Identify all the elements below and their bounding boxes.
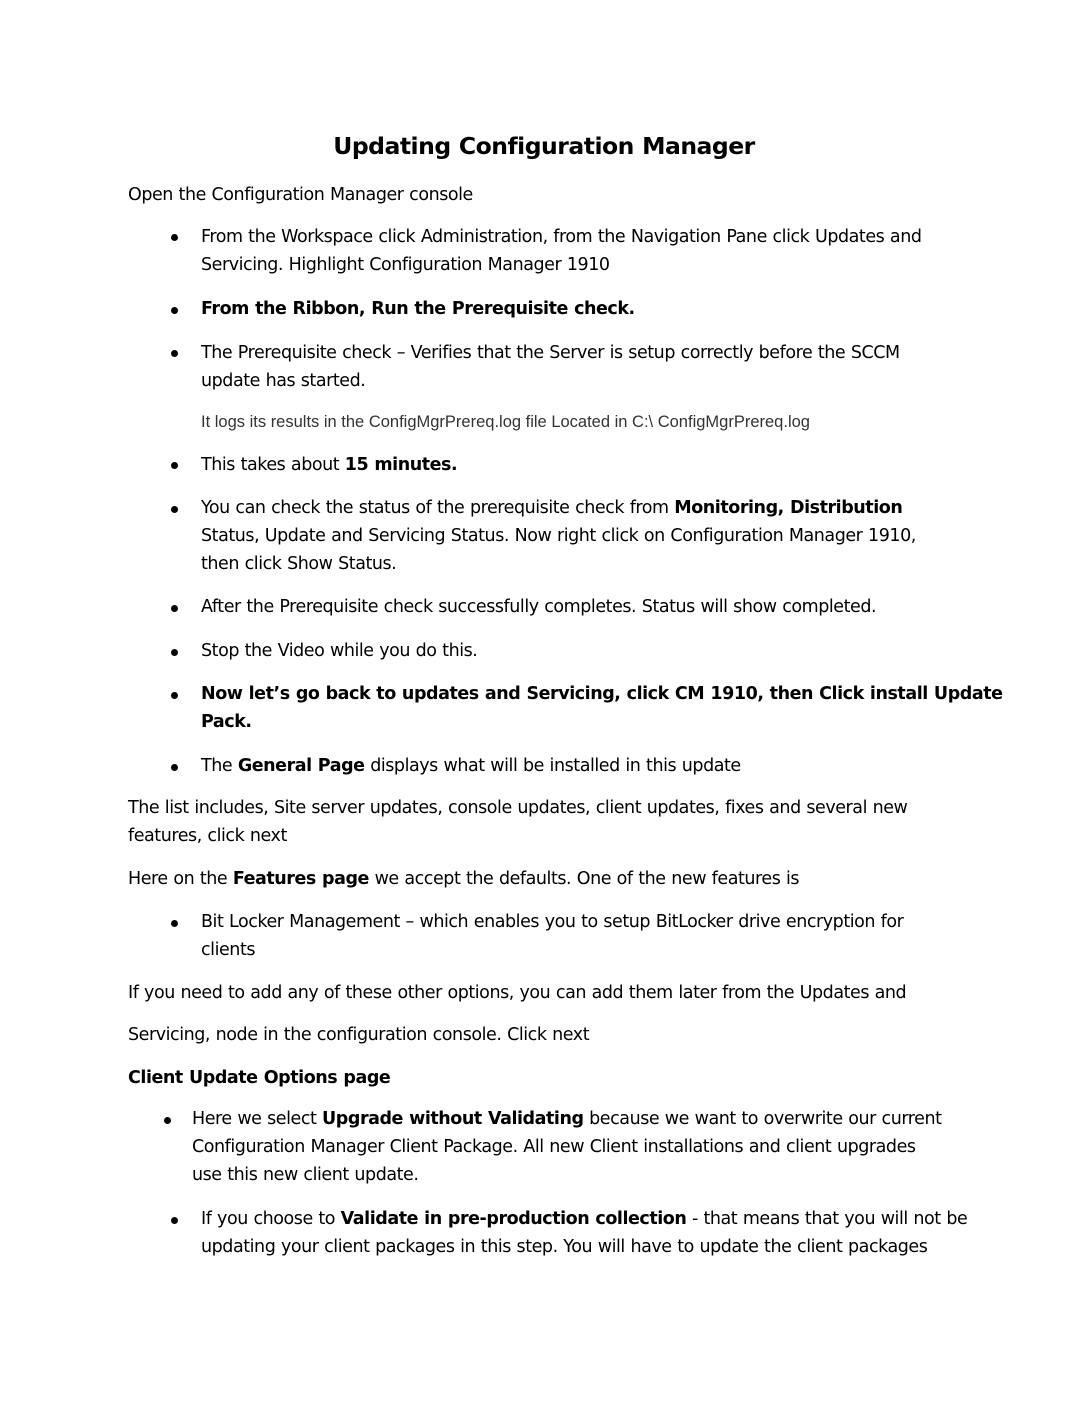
general-bold: General Page xyxy=(237,756,365,776)
bullet-completes: After the Prerequisite check successfully completes. Status will show completed. xyxy=(201,597,877,617)
validate-post: - that means that you will not be xyxy=(686,1209,968,1229)
status-bold: Monitoring, Distribution xyxy=(674,498,903,518)
bullet-dot xyxy=(171,764,178,771)
features-bold: Features page xyxy=(232,869,369,889)
bullet-dot xyxy=(171,350,178,357)
bullet-duration xyxy=(201,451,457,479)
client-update-heading: Client Update Options page xyxy=(128,1068,391,1088)
bullet-status-line1 xyxy=(201,494,902,522)
intro-paragraph: Open the Configuration Manager console xyxy=(128,185,473,205)
features-post: we accept the defaults. One of the new features is xyxy=(368,869,800,889)
bullet-dot xyxy=(164,1117,171,1124)
duration-value: 15 minutes. xyxy=(344,455,458,475)
bullet-dot xyxy=(171,605,178,612)
bullet-dot xyxy=(171,692,178,699)
bullet-bitlocker-line2: clients xyxy=(201,940,256,960)
bullet-dot xyxy=(171,920,178,927)
general-post: displays what will be installed in this update xyxy=(364,756,741,776)
bullet-workspace-line2: Servicing. Highlight Configuration Manager 1910 xyxy=(201,255,610,275)
upgrade-pre: Here we select xyxy=(192,1109,323,1129)
bullet-install-line2: Pack. xyxy=(201,712,252,732)
bullet-status-line3: then click Show Status. xyxy=(201,554,397,574)
bullet-status-line2: Status, Update and Servicing Status. Now right click on Configuration Manager 1910, xyxy=(201,526,916,546)
upgrade-post: because we want to overwrite our current xyxy=(583,1109,942,1129)
bullet-validate-line2: updating your client packages in this step. You will have to update the client packages xyxy=(201,1237,928,1257)
upgrade-bold: Upgrade without Validating xyxy=(322,1109,584,1129)
validate-bold: Validate in pre-production collection xyxy=(340,1209,687,1229)
bullet-general-page xyxy=(201,752,741,780)
options-paragraph-line2: Servicing, node in the configuration console. Click next xyxy=(128,1025,590,1045)
log-note xyxy=(201,408,810,436)
general-pre: The xyxy=(201,756,238,776)
bullet-bitlocker-line1: Bit Locker Management – which enables you to setup BitLocker drive encryption for xyxy=(201,912,904,932)
validate-pre: If you choose to xyxy=(201,1209,341,1229)
bullet-install-line1: Now let’s go back to updates and Servicing, click CM 1910, then Click install Update xyxy=(201,684,1003,704)
bullet-prereq-line2: update has started. xyxy=(201,371,366,391)
bullet-dot xyxy=(171,307,178,314)
bullet-dot xyxy=(171,462,178,469)
bullet-upgrade-line2: Configuration Manager Client Package. All new Client installations and client upgrades xyxy=(192,1137,916,1157)
log-note-text: It logs its results in the ConfigMgrPrereq.log file Located in C:\ xyxy=(201,413,658,431)
log-filename: ConfigMgrPrereq.log xyxy=(657,413,810,431)
bullet-workspace-line1: From the Workspace click Administration, from the Navigation Pane click Updates and xyxy=(201,227,922,247)
list-paragraph-line2: features, click next xyxy=(128,826,287,846)
bullet-validate-line1 xyxy=(201,1205,967,1233)
status-text: You can check the status of the prerequisite check from xyxy=(201,498,675,518)
list-paragraph-line1: The list includes, Site server updates, console updates, client updates, fixes and several new xyxy=(128,798,908,818)
bullet-upgrade-line1 xyxy=(192,1105,942,1133)
duration-text: This takes about xyxy=(201,455,345,475)
bullet-dot xyxy=(171,506,178,513)
options-paragraph-line1: If you need to add any of these other options, you can add them later from the Updates and xyxy=(128,983,907,1003)
document-title: Updating Configuration Manager xyxy=(333,132,755,160)
bullet-dot xyxy=(171,649,178,656)
bullet-dot xyxy=(171,1217,178,1224)
bullet-stop-video: Stop the Video while you do this. xyxy=(201,641,478,661)
features-paragraph xyxy=(128,865,799,893)
bullet-dot xyxy=(171,234,178,241)
bullet-prereq-line1: The Prerequisite check – Verifies that the Server is setup correctly before the SCCM xyxy=(201,343,900,363)
bullet-upgrade-line3: use this new client update. xyxy=(192,1165,419,1185)
features-pre: Here on the xyxy=(128,869,233,889)
bullet-ribbon: From the Ribbon, Run the Prerequisite check. xyxy=(201,299,635,319)
